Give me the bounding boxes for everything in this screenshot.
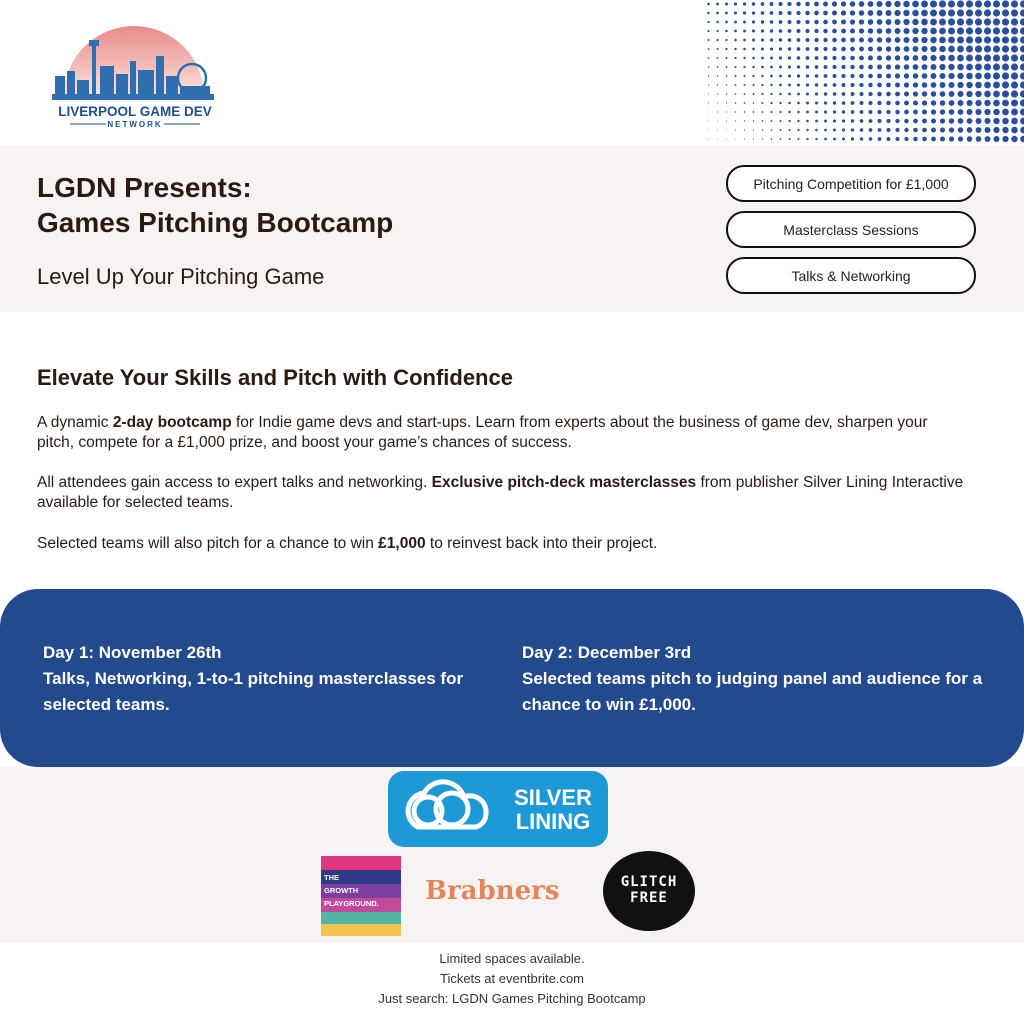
silver-lining-wordmark: SILVER LINING (514, 785, 592, 834)
day-1-block (43, 640, 513, 718)
day-2-title: Day 2: December 3rd (522, 643, 692, 662)
day-2-description: Selected teams pitch to judging panel and audience for a chance to win £1,000. (522, 669, 983, 714)
brabners-logo: Brabners (425, 876, 560, 906)
title-line-1: LGDN Presents: (37, 172, 252, 203)
day-1-description: Talks, Networking, 1-to-1 pitching masterclasses for selected teams. (43, 669, 464, 714)
footer-availability: Limited spaces available. (439, 951, 585, 966)
halftone-pattern (700, 0, 1024, 146)
day-1-title: Day 1: November 26th (43, 643, 222, 662)
title-line-2: Games Pitching Bootcamp (37, 207, 394, 238)
pill-talks-networking: Talks & Networking (726, 257, 976, 294)
logo-subtitle: NETWORK (107, 120, 163, 129)
footer-search-hint: Just search: LGDN Games Pitching Bootcamp (378, 991, 646, 1006)
day-2-block (522, 640, 992, 718)
pill-pitching-competition: Pitching Competition for £1,000 (726, 165, 976, 202)
growth-playground-wordmark: THE GROWTH PLAYGROUND. (324, 873, 379, 908)
paragraph-access: All attendees gain access to expert talks and networking. Exclusive pitch-deck masterclasses from publisher Silver Lining Interactive available for selected teams. (37, 474, 964, 511)
pill-masterclass-sessions: Masterclass Sessions (726, 211, 976, 248)
paragraph-intro: A dynamic 2-day bootcamp for Indie game devs and start-ups. Learn from experts about the business of game dev, sharpen your pitch, compete for a £1,000 prize, and boost your game’s chances of success. (37, 414, 928, 451)
page-title (37, 170, 393, 240)
lgdn-logo (50, 16, 220, 131)
logo-title: LIVERPOOL GAME DEV (58, 104, 212, 119)
footer-tickets: Tickets at eventbrite.com (439, 971, 584, 986)
section-heading: Elevate Your Skills and Pitch with Confidence (37, 365, 513, 390)
glitch-free-wordmark: GLITCH FREE (620, 874, 678, 906)
page-subtitle: Level Up Your Pitching Game (37, 264, 325, 289)
paragraph-prize: Selected teams will also pitch for a chance to win £1,000 to reinvest back into their project. (37, 535, 658, 552)
